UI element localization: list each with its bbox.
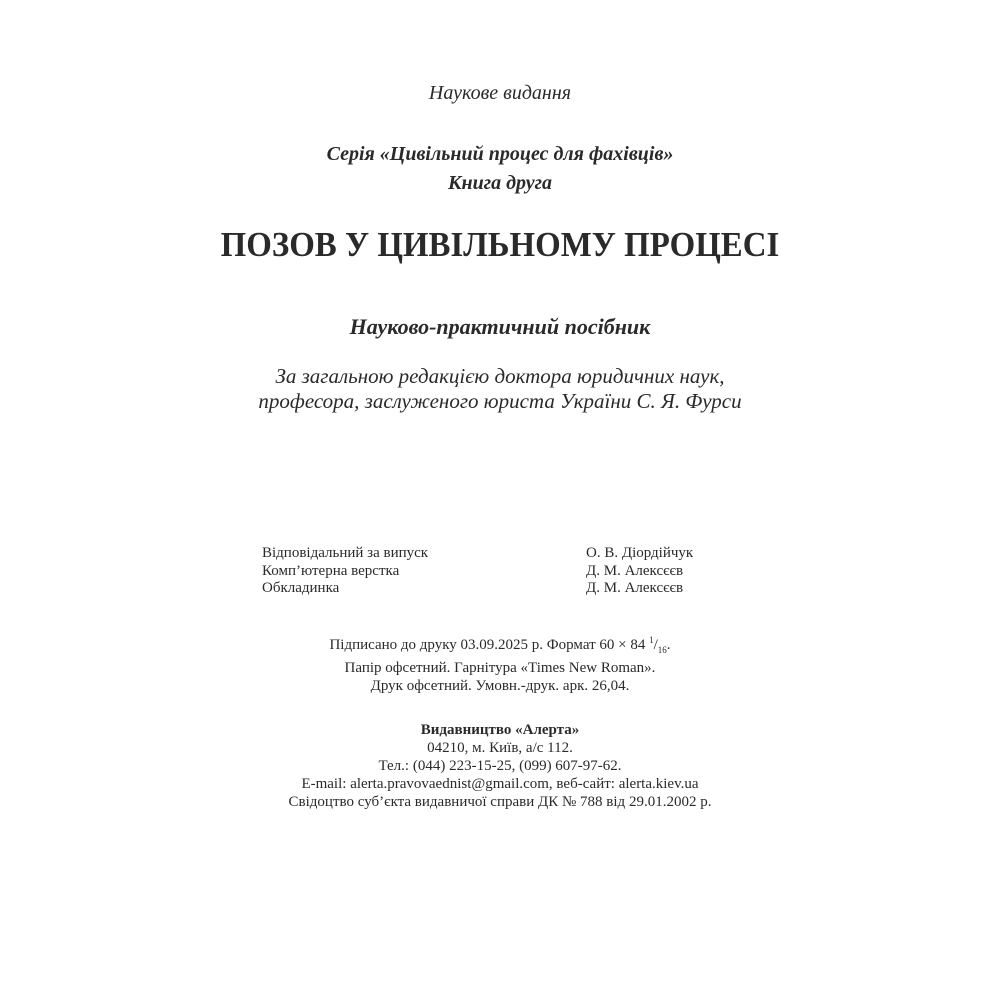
credit-person: О. В. Діордійчук — [586, 545, 694, 561]
format-separator: / — [653, 637, 658, 653]
book-subtitle: Науково-практичний посібник — [349, 314, 651, 339]
publisher-address: 04210, м. Київ, а/с 112. — [427, 740, 573, 756]
credit-row — [262, 580, 742, 598]
credits-block — [262, 545, 742, 598]
editor-line-2: професора, заслуженого юриста України С. Я. Фурси — [258, 389, 742, 413]
print-date-format-line — [0, 631, 1000, 659]
book-title: ПОЗОВ У ЦИВІЛЬНОМУ ПРОЦЕСІ — [220, 225, 780, 264]
print-info-block — [0, 631, 1000, 695]
credit-person: Д. М. Алексєєв — [586, 562, 684, 579]
publisher-certificate: Свідоцтво суб’єкта видавничої справи ДК № 788 від 29.01.2002 р. — [288, 794, 712, 810]
series-title: Серія «Цивільний процес для фахівців» — [326, 143, 674, 165]
credit-role: Комп’ютерна верстка — [262, 562, 400, 579]
credit-row — [262, 545, 742, 563]
publisher-block — [0, 721, 1000, 811]
editor-line-1: За загальною редакцією доктора юридичних наук, — [275, 364, 725, 388]
print-date-text: Підписано до друку 03.09.2025 р. Формат 60 × 84 — [329, 637, 650, 653]
credit-role: Обкладинка — [262, 580, 340, 596]
format-numerator: 1 — [649, 635, 654, 645]
publisher-name: Видавництво «Алерта» — [420, 722, 580, 738]
credit-person: Д. М. Алексєєв — [586, 580, 684, 596]
format-denominator: 16 — [657, 645, 667, 655]
edition-type: Наукове видання — [428, 82, 572, 104]
credit-row — [262, 563, 742, 581]
publisher-phone: Тел.: (044) 223-15-25, (099) 607-97-62. — [378, 758, 622, 774]
paper-typeface-line: Папір офсетний. Гарнітура «Times New Roman». — [344, 660, 656, 676]
print-sheets-line: Друк офсетний. Умовн.-друк. арк. 26,04. — [370, 678, 630, 694]
print-date-end: . — [666, 637, 671, 653]
credit-role: Відповідальний за випуск — [262, 545, 429, 561]
book-number: Книга друга — [447, 172, 553, 194]
publisher-contacts: E-mail: alerta.pravovaednist@gmail.com, веб-сайт: alerta.kiev.ua — [301, 776, 699, 792]
